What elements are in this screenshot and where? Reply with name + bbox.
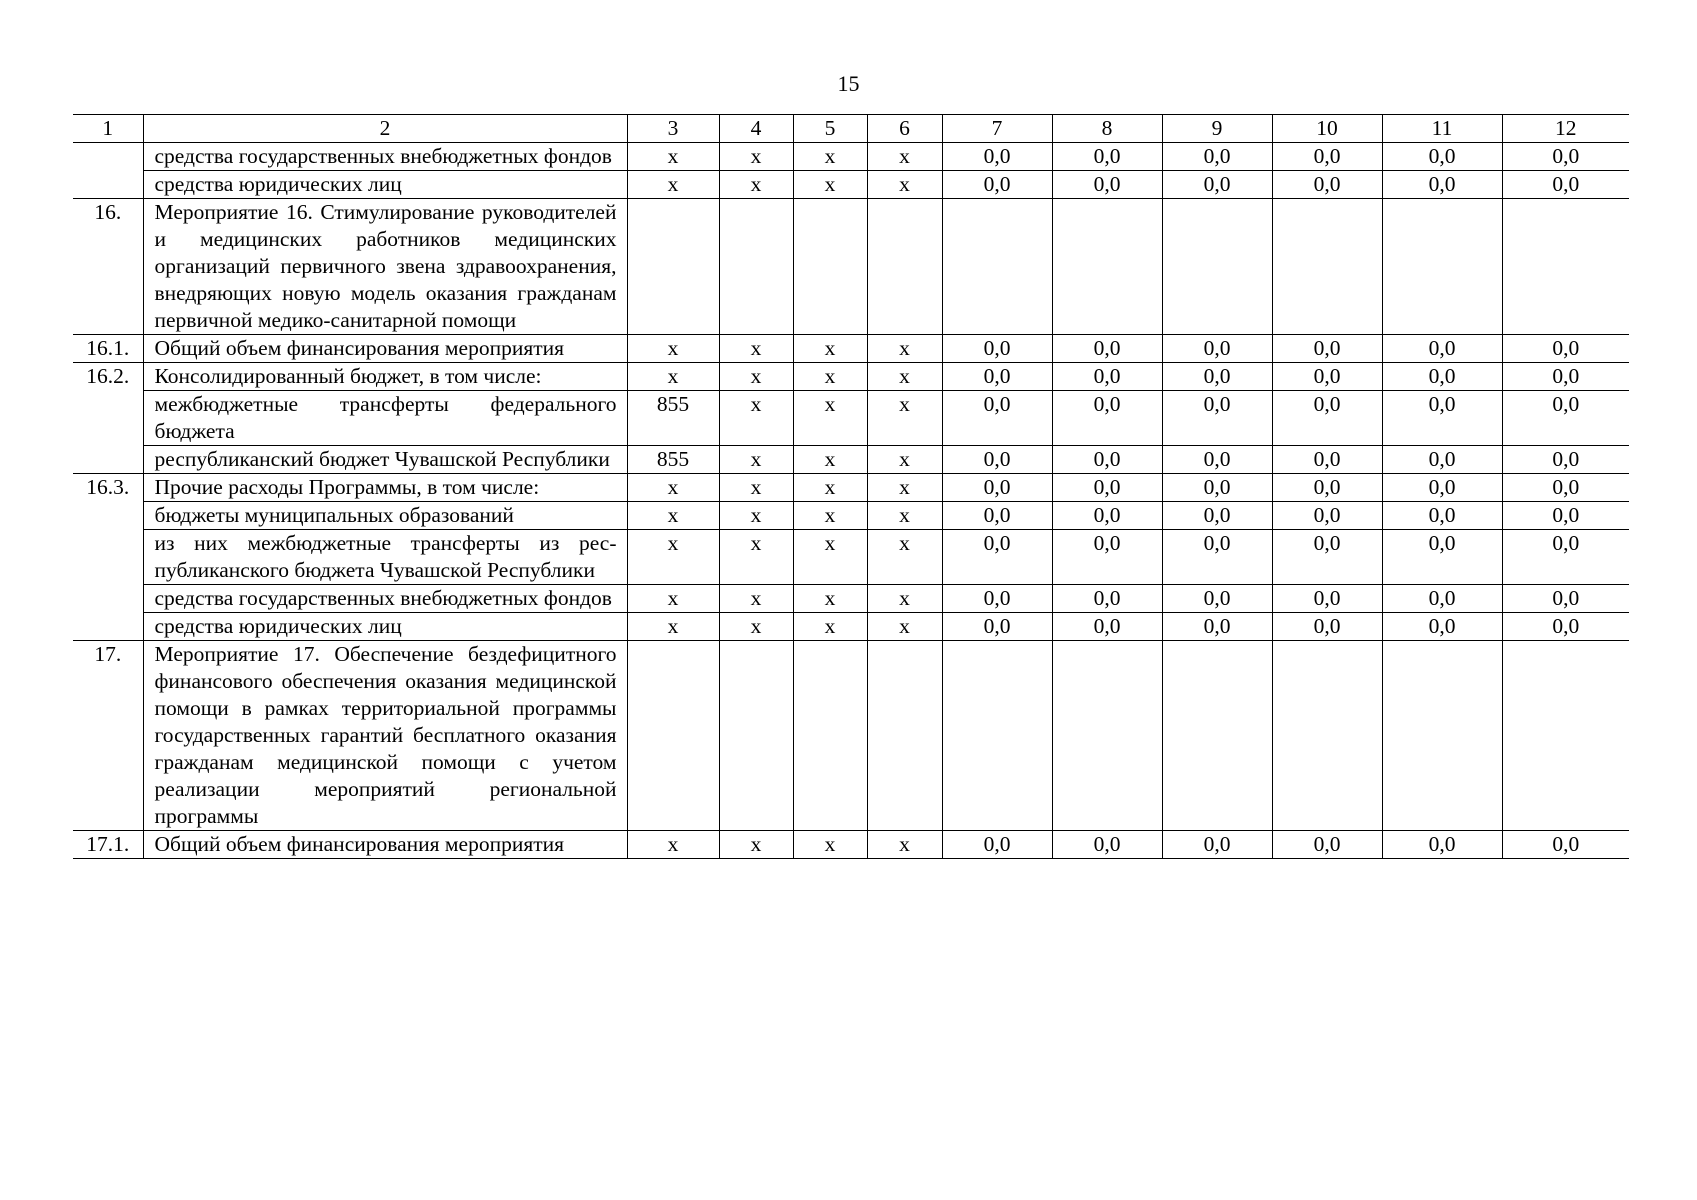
table-cell: х [793,363,867,391]
table-row [73,474,1629,502]
table-cell [1382,641,1502,831]
row-number: 17.1. [73,831,143,859]
table-cell: 0,0 [1272,831,1382,859]
table-cell: х [719,171,793,199]
table-cell [1272,199,1382,335]
table-cell [793,199,867,335]
table-cell: х [867,530,942,585]
table-cell: 0,0 [942,502,1052,530]
table-cell: х [793,171,867,199]
table-cell: 0,0 [1052,363,1162,391]
table-cell: х [627,502,719,530]
table-cell: 0,0 [1382,171,1502,199]
table-cell: х [793,831,867,859]
table-cell: 0,0 [1162,391,1272,446]
table-cell: х [627,530,719,585]
column-header: 12 [1502,115,1629,143]
table-cell: 0,0 [1052,585,1162,613]
table-cell: 0,0 [1382,446,1502,474]
table-row [73,502,1629,530]
table-cell: 0,0 [1162,474,1272,502]
financing-table [73,114,1629,859]
table-cell: 0,0 [1162,530,1272,585]
table-cell [719,199,793,335]
table-cell: х [793,335,867,363]
table-cell: 0,0 [942,446,1052,474]
table-cell: х [719,585,793,613]
row-number [73,391,143,446]
table-cell: х [627,831,719,859]
row-description: средства юридических лиц [143,171,627,199]
table-cell: 0,0 [942,391,1052,446]
table-cell: х [867,391,942,446]
table-row [73,831,1629,859]
table-cell: 0,0 [1162,831,1272,859]
table-cell: 0,0 [1382,502,1502,530]
table-cell: 0,0 [1052,502,1162,530]
table-cell: 0,0 [1162,363,1272,391]
row-description: Общий объем финансирования мероприятия [143,335,627,363]
table-cell: х [793,530,867,585]
table-cell: х [627,335,719,363]
row-description: Общий объем финансирования мероприятия [143,831,627,859]
row-description: республиканский бюджет Чувашской Республики [143,446,627,474]
column-header: 8 [1052,115,1162,143]
table-cell: 0,0 [942,474,1052,502]
row-number [73,613,143,641]
table-cell: х [627,363,719,391]
table-cell: х [793,474,867,502]
row-description: бюджеты муниципальных образований [143,502,627,530]
row-description: Мероприятие 17. Обеспечение бездефицитного финансового обеспечения оказания медицинской помощи в рамках территориальной программы государственных гарантий бесплатного оказания гражданам медицинской помощи с учетом реализации мероприятий региональной программы [143,641,627,831]
row-description: средства государственных внебюджетных фондов [143,585,627,613]
table-cell: х [867,613,942,641]
table-cell [1162,199,1272,335]
table-cell: 0,0 [1162,335,1272,363]
table-cell [867,641,942,831]
column-header: 2 [143,115,627,143]
table-row [73,446,1629,474]
table-cell: х [719,831,793,859]
column-header: 10 [1272,115,1382,143]
table-cell: 0,0 [1382,831,1502,859]
table-cell: 0,0 [1272,585,1382,613]
table-cell: х [719,446,793,474]
table-cell [793,641,867,831]
table-cell: 0,0 [942,171,1052,199]
table-cell [867,199,942,335]
table-cell: 0,0 [1052,143,1162,171]
column-header: 5 [793,115,867,143]
table-cell: 0,0 [1272,446,1382,474]
table-cell: 0,0 [1272,474,1382,502]
table-cell: х [719,391,793,446]
table-cell: 855 [627,391,719,446]
table-cell: 0,0 [942,363,1052,391]
table-cell: 0,0 [1162,585,1272,613]
table-cell: 0,0 [1502,446,1629,474]
table-cell: 0,0 [1052,831,1162,859]
table-cell: х [793,143,867,171]
table-cell: 0,0 [1502,391,1629,446]
table-cell [1052,641,1162,831]
row-number [73,530,143,585]
table-cell: 0,0 [1162,613,1272,641]
table-cell [1502,199,1629,335]
table-cell: 0,0 [1382,613,1502,641]
table-row [73,613,1629,641]
table-cell: 0,0 [1272,363,1382,391]
table-cell: 0,0 [1382,391,1502,446]
table-cell: х [719,474,793,502]
table-cell: х [867,474,942,502]
row-description: из них межбюджетные трансферты из республиканского бюджета Чувашской Республики [143,530,627,585]
table-cell: 0,0 [1382,143,1502,171]
table-cell: 0,0 [1272,335,1382,363]
row-description: Мероприятие 16. Стимулирование руководителей и медицинских работников медицинских организаций первичного звена здравоохранения, внедряющих новую модель оказания гражданам первичной медико-санитарной помощи [143,199,627,335]
table-cell: 0,0 [1502,530,1629,585]
table-cell: 0,0 [1382,363,1502,391]
row-description: средства юридических лиц [143,613,627,641]
column-header: 11 [1382,115,1502,143]
column-header: 7 [942,115,1052,143]
table-cell: х [867,831,942,859]
table-cell: х [867,335,942,363]
table-cell: 0,0 [1502,335,1629,363]
table-row [73,391,1629,446]
column-header: 1 [73,115,143,143]
table-cell: 0,0 [1052,530,1162,585]
table-cell: 0,0 [1162,143,1272,171]
table-header-row [73,115,1629,143]
table-row [73,363,1629,391]
table-cell: х [793,446,867,474]
table-cell: 0,0 [1382,474,1502,502]
table-cell: х [867,143,942,171]
table-cell: х [867,446,942,474]
table-cell: 0,0 [1502,363,1629,391]
table-cell: 0,0 [942,335,1052,363]
table-cell: 0,0 [1502,143,1629,171]
row-description: средства государственных внебюджетных фондов [143,143,627,171]
row-number: 16.3. [73,474,143,502]
table-cell [1502,641,1629,831]
row-description: Прочие расходы Программы, в том числе: [143,474,627,502]
table-cell [1162,641,1272,831]
column-header: 6 [867,115,942,143]
table-cell: 0,0 [942,143,1052,171]
table-cell: х [719,502,793,530]
table-row [73,143,1629,171]
table-row [73,585,1629,613]
row-number [73,502,143,530]
row-description: межбюджетные трансферты федерального бюджета [143,391,627,446]
table-cell: х [793,502,867,530]
table-cell: 0,0 [1502,474,1629,502]
row-number: 16.2. [73,363,143,391]
table-cell: х [719,143,793,171]
table-row [73,171,1629,199]
table-cell: х [719,335,793,363]
table-cell [942,641,1052,831]
table-cell: х [867,363,942,391]
table-cell: х [793,391,867,446]
row-number: 16. [73,199,143,335]
table-cell: 0,0 [1502,585,1629,613]
table-cell: 0,0 [942,613,1052,641]
column-header: 9 [1162,115,1272,143]
table-cell: 0,0 [1052,171,1162,199]
table-cell: 0,0 [1382,530,1502,585]
table-cell: 0,0 [942,585,1052,613]
table-cell: 0,0 [1272,613,1382,641]
table-cell: х [719,363,793,391]
table-cell [627,199,719,335]
table-row [73,530,1629,585]
table-cell: 0,0 [1052,474,1162,502]
table-cell: х [627,585,719,613]
table-cell: х [793,585,867,613]
table-cell [1272,641,1382,831]
table-cell: 0,0 [1162,171,1272,199]
table-cell: 0,0 [1502,831,1629,859]
table-cell: 0,0 [1052,335,1162,363]
row-description: Консолидированный бюджет, в том числе: [143,363,627,391]
table-cell [1052,199,1162,335]
page-number: 15 [837,71,860,96]
row-number: 16.1. [73,335,143,363]
table-cell: 0,0 [942,831,1052,859]
table-cell: х [627,613,719,641]
table-cell: 855 [627,446,719,474]
table-cell [942,199,1052,335]
table-row [73,641,1629,831]
row-number [73,171,143,199]
table-cell: 0,0 [1502,502,1629,530]
table-cell: 0,0 [1052,391,1162,446]
table-cell: 0,0 [1162,502,1272,530]
table-cell: 0,0 [1272,530,1382,585]
table-cell [1382,199,1502,335]
table-cell: 0,0 [1052,613,1162,641]
table-cell: 0,0 [1272,391,1382,446]
table-row [73,199,1629,335]
table-cell: х [793,613,867,641]
column-header: 3 [627,115,719,143]
row-number [73,585,143,613]
row-number: 17. [73,641,143,831]
table-cell [627,641,719,831]
table-cell: 0,0 [1052,446,1162,474]
table-cell: х [627,143,719,171]
table-cell: 0,0 [1272,502,1382,530]
table-cell: х [627,171,719,199]
table-cell: 0,0 [1272,171,1382,199]
table-cell: 0,0 [1502,171,1629,199]
table-cell: х [867,502,942,530]
table-cell: 0,0 [1162,446,1272,474]
table-cell: х [719,530,793,585]
table-cell: 0,0 [1272,143,1382,171]
table-cell: х [627,474,719,502]
table-cell: х [867,585,942,613]
table-cell: 0,0 [1382,585,1502,613]
table-row [73,335,1629,363]
table-cell: х [867,171,942,199]
row-number [73,446,143,474]
column-header: 4 [719,115,793,143]
table-cell: х [719,613,793,641]
table-cell: 0,0 [942,530,1052,585]
table-cell: 0,0 [1502,613,1629,641]
table-cell [719,641,793,831]
row-number [73,143,143,171]
table-cell: 0,0 [1382,335,1502,363]
